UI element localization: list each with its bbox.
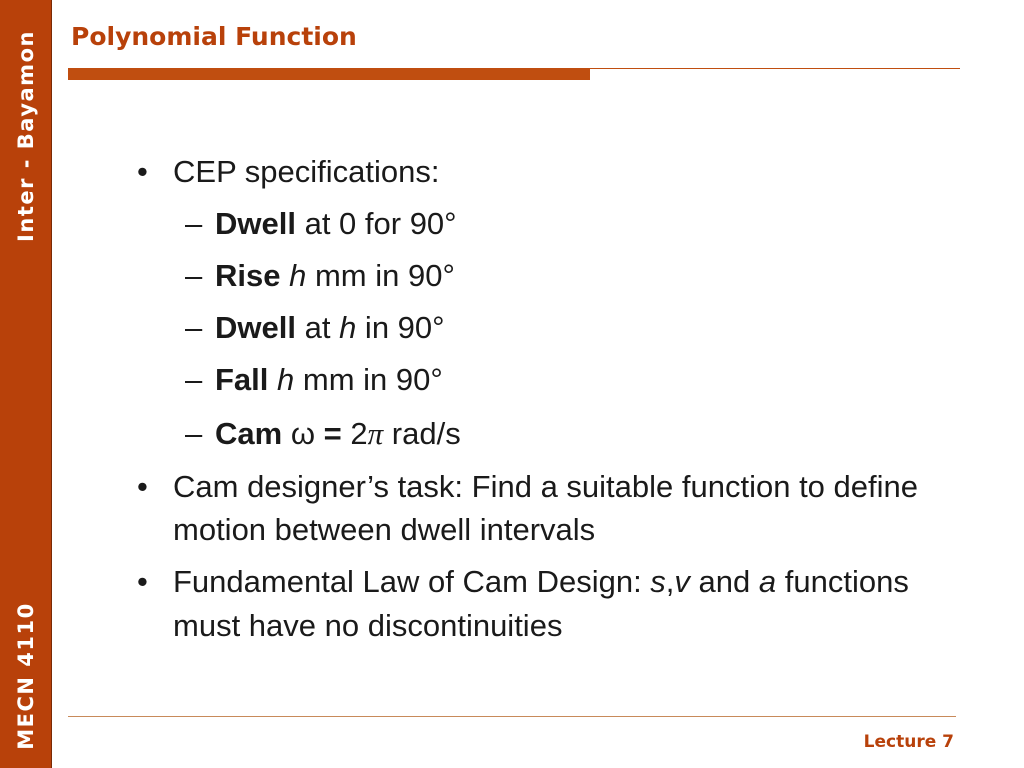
subitem-keyword: Dwell <box>215 206 296 241</box>
number-two: 2 <box>350 416 368 451</box>
variable-h: h <box>289 258 307 293</box>
equals-sign: = <box>323 416 342 451</box>
variable-h: h <box>339 310 357 345</box>
variable-a: a <box>758 564 777 599</box>
comma: , <box>665 564 675 599</box>
subitem-keyword: Rise <box>215 258 281 293</box>
sidebar-institution-label: Inter - Bayamon <box>14 30 38 242</box>
bullet-fundamental-law-line1 <box>173 564 909 600</box>
dash-marker: – <box>185 258 203 293</box>
footer-lecture-label: Lecture 7 <box>863 732 954 752</box>
subitem-text: in 90° <box>356 310 445 345</box>
subitem-text: mm in 90° <box>294 362 443 397</box>
subitem-dwell-2 <box>215 310 445 346</box>
pi-symbol: π <box>367 416 384 451</box>
bullet-cep-specifications: CEP specifications: <box>173 154 440 189</box>
variable-s: s <box>650 564 666 599</box>
dash-marker: – <box>185 416 203 451</box>
law-text: Fundamental Law of Cam Design: <box>173 564 651 599</box>
variable-v: v <box>674 564 690 599</box>
subitem-cam-omega <box>215 416 461 452</box>
bullet-marker: • <box>137 469 148 504</box>
subitem-fall <box>215 362 443 398</box>
bullet-designer-task-line2: motion between dwell intervals <box>173 512 596 547</box>
law-text: and <box>689 564 759 599</box>
subitem-dwell-1 <box>215 206 457 242</box>
bullet-designer-task-line1: Cam designer’s task: Find a suitable function to define <box>173 469 918 504</box>
sidebar-course-label: MECN 4110 <box>14 602 38 750</box>
bullet-marker: • <box>137 154 148 189</box>
page-title: Polynomial Function <box>71 22 357 51</box>
subitem-text: at <box>295 310 340 345</box>
bullet-marker: • <box>137 564 148 599</box>
dash-marker: – <box>185 310 203 345</box>
variable-h: h <box>277 362 295 397</box>
subitem-text: mm in 90° <box>306 258 455 293</box>
subitem-text: rad/s <box>383 416 461 451</box>
subitem-keyword: Fall <box>215 362 269 397</box>
subitem-text: at 0 for 90° <box>295 206 457 241</box>
subitem-keyword: Cam <box>215 416 283 451</box>
bullet-fundamental-law-line2: must have no discontinuities <box>173 608 563 643</box>
law-text: functions <box>776 564 909 599</box>
omega-symbol: ω <box>290 416 316 451</box>
subitem-rise <box>215 258 455 294</box>
subitem-keyword: Dwell <box>215 310 296 345</box>
dash-marker: – <box>185 206 203 241</box>
footer-divider <box>68 716 956 717</box>
dash-marker: – <box>185 362 203 397</box>
